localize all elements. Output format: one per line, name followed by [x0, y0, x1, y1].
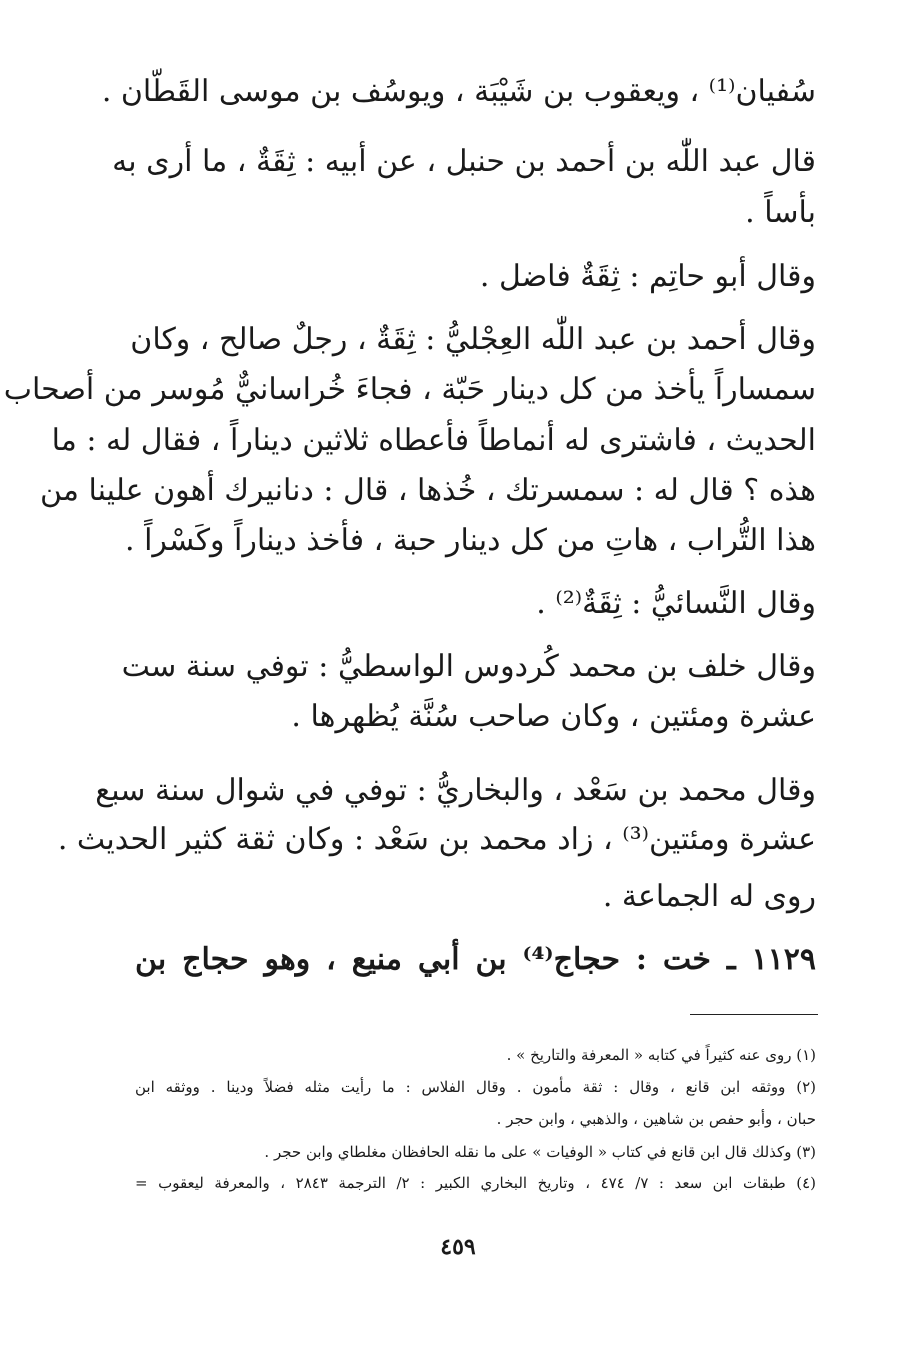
text-line: هذه ؟ قال له : سمسرتك ، خُذها ، قال : دنانيرك أهون علينا من [40, 473, 816, 508]
text-line: وقال النَّسائيُّ : ثِقَةٌ⁽²⁾ . [536, 586, 816, 621]
text-line: هذا التُّراب ، هاتِ من كل دينار حبة ، فأخذ ديناراً وكَسْراً . [125, 523, 816, 558]
text-line: الحديث ، فاشترى له أنماطاً فأعطاه ثلاثين ديناراً ، فقال له : ما [51, 423, 816, 458]
footnote: (٣) وكذلك قال ابن قانع في كتاب « الوفيات » على ما نقله الحافظان مغلطاي وابن حجر . [264, 1143, 816, 1161]
page-number: ٤٥٩ [440, 1234, 476, 1260]
text-line: وقال محمد بن سَعْد ، والبخاريُّ : توفي في شوال سنة سبع [95, 773, 816, 808]
entry-heading: ١١٢٩ ـ خت : حجاج⁽⁴⁾ بن أبي منيع ، وهو حجاج بن [135, 942, 816, 977]
text-line: روى له الجماعة . [602, 879, 816, 914]
text-line: وقال أحمد بن عبد اللّٰه العِجْليُّ : ثِقَةٌ ، رجلٌ صالح ، وكان [130, 322, 816, 357]
text-line: سُفيان⁽¹⁾ ، ويعقوب بن شَيْبَة ، ويوسُف بن موسى القَطّان . [101, 74, 816, 109]
footnote: (١) روى عنه كثيراً في كتابه « المعرفة والتاريخ » . [506, 1046, 816, 1064]
text-line: بأساً . [745, 195, 816, 230]
text-line: وقال خلف بن محمد كُردوس الواسطيُّ : توفي سنة ست [121, 649, 816, 684]
text-line: عشرة ومئتين⁽³⁾ ، زاد محمد بن سَعْد : وكان ثقة كثير الحديث . [57, 822, 816, 857]
footnote-separator [690, 1014, 818, 1015]
footnote: حبان ، وأبو حفص بن شاهين ، والذهبي ، وابن حجر . [496, 1110, 816, 1128]
text-line: وقال أبو حاتِم : ثِقَةٌ فاضل . [479, 259, 816, 294]
footnote: (٢) ووثقه ابن قانع ، وقال : ثقة مأمون . وقال الفلاس : ما رأيت مثله فضلاً ودينا . ووثقه ابن [135, 1078, 816, 1096]
footnote: (٤) طبقات ابن سعد : ٧/ ٤٧٤ ، وتاريخ البخاري الكبير : ٢/ الترجمة ٢٨٤٣ ، والمعرفة ليعقوب = [135, 1174, 816, 1192]
text-line: قال عبد اللّٰه بن أحمد بن حنبل ، عن أبيه : ثِقَةٌ ، ما أرى به [112, 144, 816, 179]
text-line: عشرة ومئتين ، وكان صاحب سُنَّة يُظهرها . [291, 699, 816, 734]
text-line: سمساراً يأخذ من كل دينار حَبّة ، فجاءَ خُراسانيٌّ مُوسر من أصحاب [3, 372, 816, 407]
